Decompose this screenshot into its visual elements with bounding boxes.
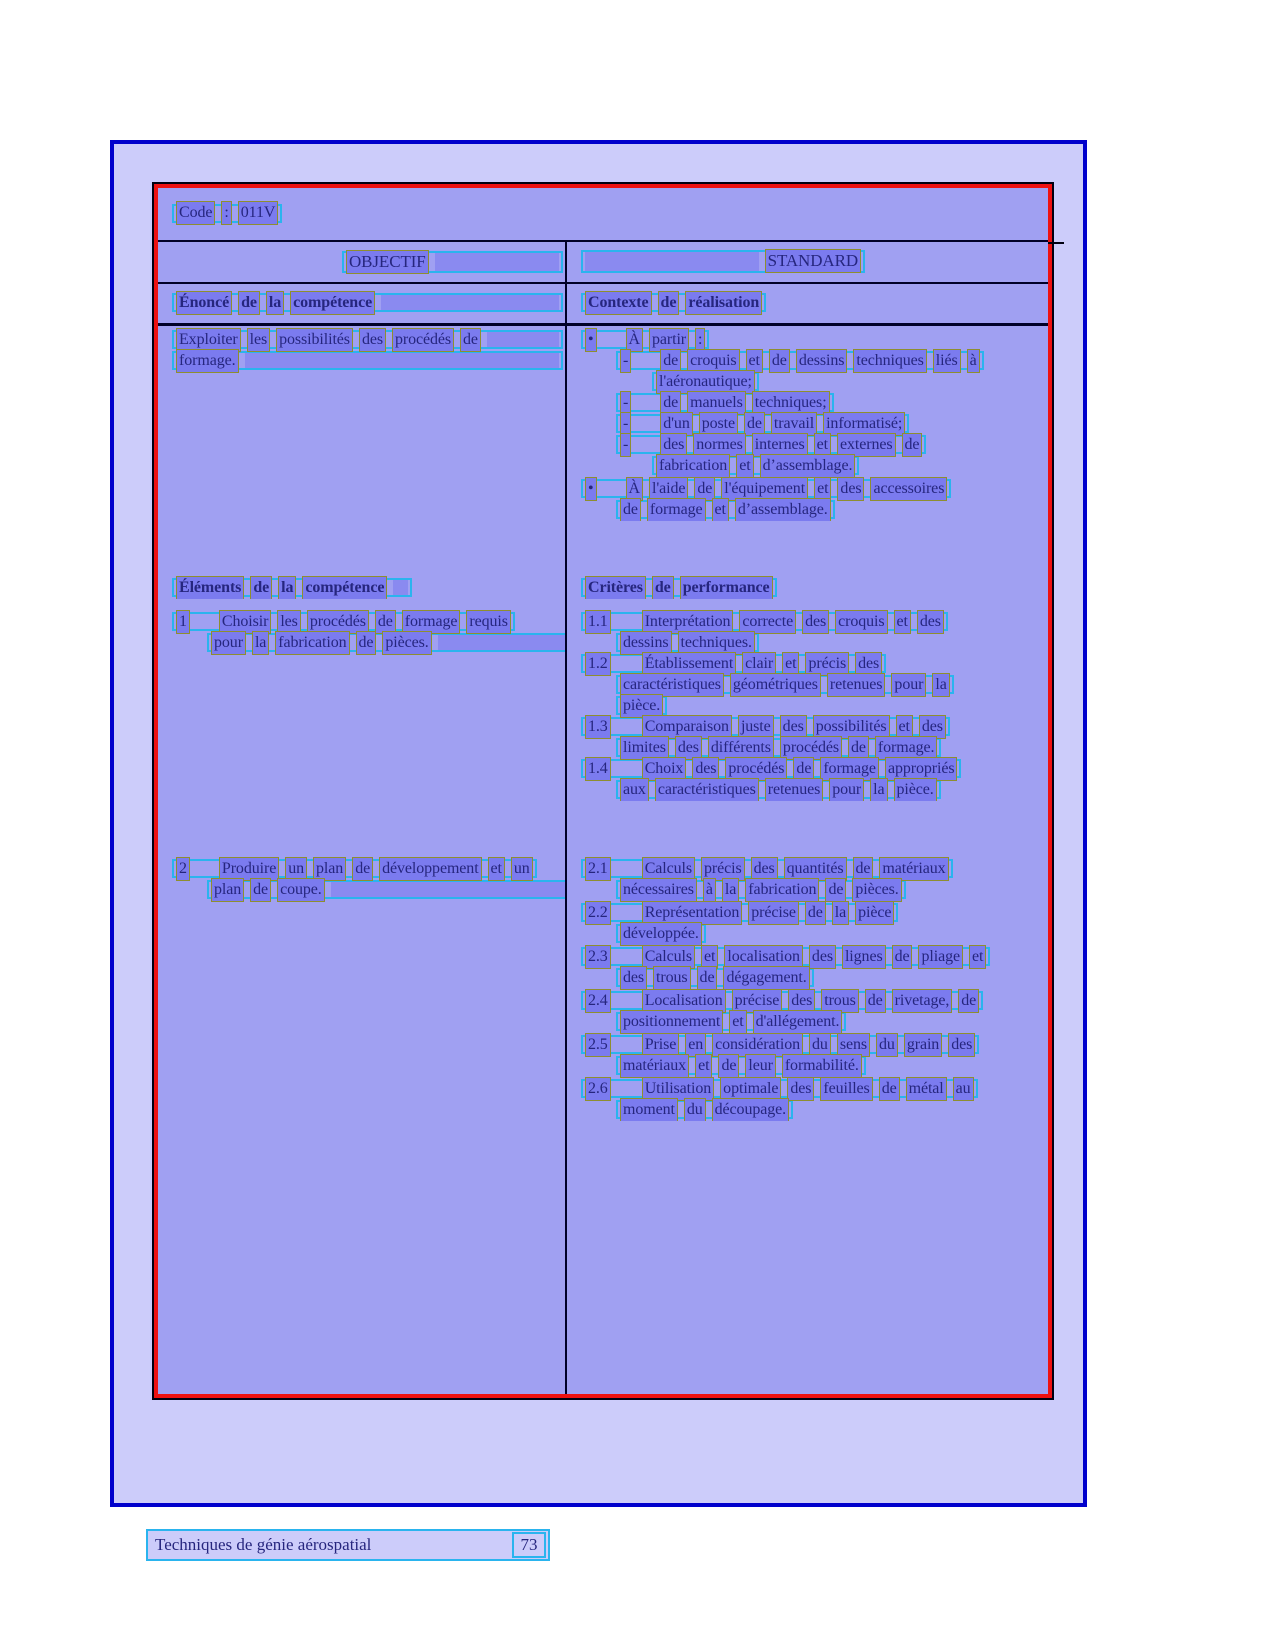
table-red-border <box>154 184 1052 1398</box>
highlight-extension <box>487 332 559 347</box>
word-highlight: techniques. <box>678 631 755 655</box>
text-line <box>172 859 537 878</box>
word-highlight: et <box>729 1010 746 1034</box>
text-line <box>581 1035 979 1054</box>
word-highlight: clair <box>742 652 776 676</box>
word-highlight: manuels <box>687 391 746 415</box>
word-highlight: retenues <box>827 673 886 697</box>
word-highlight: accessoires <box>870 477 947 501</box>
highlight-extension <box>245 353 559 368</box>
highlight-extension <box>393 580 408 595</box>
word-highlight: précise <box>748 901 799 925</box>
word-highlight: Comparaison <box>642 715 732 739</box>
word-highlight: pièce <box>855 901 894 925</box>
line-marker: - <box>620 433 631 457</box>
word-highlight: la <box>870 778 887 802</box>
competency-statement <box>158 326 565 521</box>
word-highlight: des <box>919 715 946 739</box>
word-highlight: à <box>703 878 716 902</box>
text-line <box>581 578 777 597</box>
criteria-heading <box>565 521 1048 599</box>
main-grid <box>158 326 1048 1394</box>
word-highlight: travail <box>771 412 817 436</box>
page-number: 73 <box>520 1535 538 1554</box>
word-highlight: plan <box>211 878 244 902</box>
word-highlight: de <box>825 878 846 902</box>
word-highlight: de <box>352 857 373 881</box>
text-line <box>581 612 948 631</box>
word-highlight: d’assemblage. <box>735 498 831 522</box>
text-line <box>581 250 865 273</box>
word-highlight: la <box>266 291 284 315</box>
word-highlight: lignes <box>842 945 886 969</box>
word-highlight: de <box>660 349 681 373</box>
highlight-extension <box>585 252 759 271</box>
text-line <box>172 330 563 349</box>
highlight-extension <box>381 295 559 310</box>
word-highlight: l'équipement <box>721 477 808 501</box>
text-line <box>616 1056 866 1075</box>
criteria-group-2 <box>565 801 1048 1121</box>
word-highlight: des <box>692 757 719 781</box>
word-highlight: différents <box>708 736 774 760</box>
word-highlight: des <box>359 328 386 352</box>
word-highlight: dessins <box>796 349 848 373</box>
word-highlight: formage <box>647 498 706 522</box>
word-highlight: formage <box>402 610 461 634</box>
text-line <box>342 251 563 273</box>
word-highlight: de <box>375 610 396 634</box>
word-highlight: des <box>837 477 864 501</box>
word-highlight: du <box>876 1033 898 1057</box>
line-marker: 2.6 <box>585 1077 611 1101</box>
word-highlight: considération <box>712 1033 803 1057</box>
word-highlight: d'allégement. <box>753 1010 843 1034</box>
word-highlight: développée. <box>620 922 702 946</box>
word-highlight: les <box>277 610 300 634</box>
word-highlight: de <box>250 576 272 600</box>
word-highlight: techniques; <box>752 391 830 415</box>
text-line <box>616 435 926 454</box>
text-line <box>172 578 412 597</box>
word-highlight: de <box>250 878 271 902</box>
word-highlight: géométriques <box>730 673 821 697</box>
word-highlight: des <box>751 857 778 881</box>
word-highlight: formage <box>820 757 879 781</box>
word-highlight: métal <box>906 1077 947 1101</box>
word-highlight: des <box>948 1033 975 1057</box>
word-highlight: des <box>802 610 829 634</box>
line-marker: 1.2 <box>585 652 611 676</box>
word-highlight: caractéristiques <box>655 778 759 802</box>
line-marker: 2.5 <box>585 1033 611 1057</box>
word-highlight: compétence <box>290 291 375 315</box>
enonce-header-cell <box>158 284 565 323</box>
text-line <box>581 859 953 878</box>
word-highlight: l'aide <box>649 477 688 501</box>
word-highlight: trous <box>821 989 859 1013</box>
word-highlight: croquis <box>687 349 739 373</box>
competency-table <box>152 182 1054 1400</box>
word-highlight: aux <box>620 778 649 802</box>
line-marker: - <box>620 349 631 373</box>
word-highlight: et <box>736 454 753 478</box>
word-highlight: des <box>809 945 836 969</box>
word-highlight: réalisation <box>685 291 762 315</box>
word-highlight: nécessaires <box>620 878 697 902</box>
word-highlight: positionnement <box>620 1010 723 1034</box>
word-highlight: d’assemblage. <box>760 454 856 478</box>
word-highlight: coupe. <box>277 878 325 902</box>
text-line <box>581 293 766 312</box>
word-highlight: de <box>238 291 260 315</box>
text-line <box>616 880 906 899</box>
word-highlight: des <box>917 610 944 634</box>
text-line <box>172 351 563 370</box>
text-line <box>616 738 941 757</box>
text-line <box>616 968 814 987</box>
contexte-header-cell <box>565 284 1048 323</box>
word-highlight: compétence <box>302 576 387 600</box>
word-highlight: possibilités <box>276 328 353 352</box>
word-highlight: procédés <box>725 757 787 781</box>
word-highlight: de <box>865 989 886 1013</box>
word-highlight: de <box>848 736 869 760</box>
word-highlight: plan <box>313 857 346 881</box>
word-highlight: procédés <box>392 328 454 352</box>
word-highlight: matériaux <box>620 1054 689 1078</box>
text-line <box>616 1100 793 1119</box>
word-highlight: Choisir <box>219 610 271 634</box>
word-highlight: des <box>788 989 815 1013</box>
word-highlight: internes <box>752 433 808 457</box>
text-line <box>207 633 565 652</box>
word-highlight: : <box>695 328 705 352</box>
text-line <box>581 717 950 736</box>
word-highlight: découpage. <box>712 1098 789 1122</box>
word-highlight: Représentation <box>642 901 743 925</box>
text-line <box>616 924 706 943</box>
word-highlight: de <box>718 1054 739 1078</box>
text-line <box>172 204 282 223</box>
word-highlight: À <box>626 328 643 352</box>
word-highlight: optimale <box>720 1077 781 1101</box>
word-highlight: pliage <box>918 945 963 969</box>
word-highlight: caractéristiques <box>620 673 724 697</box>
text-line <box>172 612 515 631</box>
text-line <box>616 675 954 694</box>
highlight-extension <box>438 635 565 650</box>
word-highlight: d'un <box>660 412 692 436</box>
word-highlight: pour <box>829 778 864 802</box>
standard-header-cell <box>565 242 1048 282</box>
word-highlight: de <box>958 989 979 1013</box>
word-highlight: des <box>855 652 882 676</box>
text-line <box>616 633 759 652</box>
highlight-extension <box>435 253 559 271</box>
line-marker: 1 <box>176 610 190 634</box>
word-highlight: feuilles <box>820 1077 872 1101</box>
footer-title: Techniques de génie aérospatial <box>155 1535 372 1554</box>
word-highlight: normes <box>693 433 746 457</box>
word-highlight: externes <box>837 433 896 457</box>
standard-label: STANDARD <box>765 249 861 273</box>
word-highlight: correcte <box>739 610 796 634</box>
word-highlight: pièces. <box>852 878 901 902</box>
word-highlight: un <box>511 857 533 881</box>
objectif-label: OBJECTIF <box>346 250 429 274</box>
word-highlight: la <box>722 878 739 902</box>
text-line <box>172 293 563 312</box>
word-highlight: fabrication <box>656 454 730 478</box>
word-highlight: possibilités <box>813 715 890 739</box>
line-marker: 2.1 <box>585 857 611 881</box>
text-line <box>616 500 835 519</box>
word-highlight: et <box>969 945 986 969</box>
word-highlight: et <box>701 945 718 969</box>
word-highlight: appropriés <box>885 757 958 781</box>
word-highlight: de <box>769 349 790 373</box>
word-highlight: trous <box>653 966 691 990</box>
section-header-row <box>158 284 1048 326</box>
element-item-2 <box>158 801 565 1121</box>
word-highlight: de <box>660 391 681 415</box>
rule-tick <box>1048 242 1064 244</box>
word-highlight: performance <box>680 576 773 600</box>
word-highlight: pour <box>211 631 246 655</box>
word-highlight: poste <box>699 412 738 436</box>
word-highlight: pour <box>891 673 926 697</box>
text-line <box>581 479 951 498</box>
text-line <box>616 780 941 799</box>
line-marker: - <box>620 412 631 436</box>
word-highlight: Calculs <box>642 945 695 969</box>
word-highlight: Énoncé <box>176 291 232 315</box>
word-highlight: sens <box>837 1033 870 1057</box>
text-line <box>616 696 667 715</box>
word-highlight: Localisation <box>642 989 726 1013</box>
highlight-extension <box>331 882 565 897</box>
word-highlight: informatisé; <box>823 412 905 436</box>
word-highlight: en <box>685 1033 706 1057</box>
word-highlight: de <box>805 901 826 925</box>
word-highlight: Prise <box>642 1033 680 1057</box>
line-marker: 2.4 <box>585 989 611 1013</box>
word-highlight: de <box>879 1077 900 1101</box>
word-highlight: quantités <box>784 857 847 881</box>
word-highlight: la <box>252 631 269 655</box>
word-highlight: la <box>932 673 949 697</box>
word-highlight: fabrication <box>745 878 819 902</box>
word-highlight: des <box>780 715 807 739</box>
word-highlight: de <box>620 498 641 522</box>
word-highlight: de <box>694 477 715 501</box>
word-highlight: grain <box>904 1033 942 1057</box>
word-highlight: et <box>488 857 505 881</box>
text-line <box>581 654 886 673</box>
text-line <box>616 351 984 370</box>
word-highlight: 011V <box>238 201 279 225</box>
page-frame <box>110 140 1087 1507</box>
word-highlight: au <box>953 1077 974 1101</box>
word-highlight: Exploiter <box>176 328 241 352</box>
line-marker: 1.4 <box>585 757 611 781</box>
word-highlight: et <box>712 498 729 522</box>
word-highlight: et <box>814 433 831 457</box>
word-highlight: limites <box>620 736 669 760</box>
word-highlight: de <box>658 291 680 315</box>
word-highlight: Utilisation <box>642 1077 714 1101</box>
word-highlight: et <box>782 652 799 676</box>
word-highlight: des <box>787 1077 814 1101</box>
word-highlight: formage. <box>176 349 239 373</box>
line-marker: 2.3 <box>585 945 611 969</box>
word-highlight: les <box>247 328 270 352</box>
word-highlight: du <box>809 1033 831 1057</box>
word-highlight: de <box>902 433 923 457</box>
word-highlight: fabrication <box>275 631 349 655</box>
word-highlight: matériaux <box>879 857 948 881</box>
word-highlight: pièce. <box>894 778 937 802</box>
word-highlight: Interprétation <box>642 610 734 634</box>
word-highlight: Choix <box>642 757 687 781</box>
word-highlight: la <box>278 576 296 600</box>
word-highlight: formage. <box>875 736 938 760</box>
word-highlight: juste <box>738 715 774 739</box>
line-marker: • <box>585 477 597 501</box>
word-highlight: Critères <box>585 576 646 600</box>
word-highlight: leur <box>745 1054 775 1078</box>
code-row <box>158 188 1048 242</box>
word-highlight: croquis <box>835 610 887 634</box>
text-line <box>616 393 834 412</box>
word-highlight: et <box>894 610 911 634</box>
empty-cell-right <box>565 1121 1048 1394</box>
word-highlight: de <box>892 945 913 969</box>
text-line <box>581 947 990 966</box>
text-line <box>652 456 859 475</box>
word-highlight: des <box>660 433 687 457</box>
text-line <box>581 330 709 349</box>
word-highlight: procédés <box>307 610 369 634</box>
line-marker: 1.3 <box>585 715 611 739</box>
line-marker: • <box>585 328 597 352</box>
word-highlight: de <box>460 328 481 352</box>
word-highlight: dégagement. <box>723 966 809 990</box>
word-highlight: Établissement <box>642 652 736 676</box>
word-highlight: de <box>697 966 718 990</box>
word-highlight: développement <box>379 857 481 881</box>
word-highlight: Contexte <box>585 291 652 315</box>
element-item-1 <box>158 599 565 801</box>
word-highlight: de <box>793 757 814 781</box>
word-highlight: précise <box>732 989 783 1013</box>
word-highlight: À <box>626 477 643 501</box>
word-highlight: un <box>285 857 307 881</box>
word-highlight: précis <box>805 652 849 676</box>
objectif-header-cell <box>158 242 565 282</box>
empty-cell-left <box>158 1121 565 1394</box>
criteria-group-1 <box>565 599 1048 801</box>
page-number-box <box>512 1532 546 1558</box>
word-highlight: du <box>684 1098 706 1122</box>
word-highlight: Produire <box>219 857 279 881</box>
word-highlight: à <box>967 349 980 373</box>
word-highlight: Éléments <box>176 576 244 600</box>
word-highlight: pièces. <box>382 631 431 655</box>
text-line <box>581 759 961 778</box>
word-highlight: l'aéronautique; <box>656 370 755 394</box>
text-line <box>652 372 759 391</box>
word-highlight: partir <box>649 328 689 352</box>
word-highlight: formabilité. <box>782 1054 862 1078</box>
title-row <box>158 242 1048 284</box>
word-highlight: retenues <box>765 778 824 802</box>
word-highlight: la <box>832 901 849 925</box>
word-highlight: de <box>652 576 674 600</box>
text-line <box>581 903 898 922</box>
word-highlight: Calculs <box>642 857 695 881</box>
line-marker: 2 <box>176 857 190 881</box>
word-highlight: : <box>221 201 231 225</box>
word-highlight: dessins <box>620 631 672 655</box>
word-highlight: de <box>356 631 377 655</box>
word-highlight: localisation <box>724 945 803 969</box>
line-marker: 1.1 <box>585 610 611 634</box>
word-highlight: liés <box>933 349 961 373</box>
word-highlight: de <box>853 857 874 881</box>
word-highlight: procédés <box>780 736 842 760</box>
word-highlight: précis <box>701 857 745 881</box>
word-highlight: des <box>620 966 647 990</box>
line-marker: 2.2 <box>585 901 611 925</box>
context-bullet-list <box>565 326 1048 521</box>
word-highlight: et <box>896 715 913 739</box>
word-highlight: moment <box>620 1098 678 1122</box>
text-line <box>616 414 909 433</box>
word-highlight: rivetage, <box>892 989 953 1013</box>
text-line <box>581 991 983 1010</box>
text-line <box>616 1012 846 1031</box>
text-line <box>207 880 565 899</box>
line-marker: - <box>620 391 631 415</box>
text-line <box>581 1079 978 1098</box>
word-highlight: requis <box>466 610 511 634</box>
word-highlight: Code <box>176 201 215 225</box>
word-highlight: et <box>695 1054 712 1078</box>
word-highlight: techniques <box>853 349 926 373</box>
word-highlight: et <box>746 349 763 373</box>
word-highlight: pièce. <box>620 694 663 718</box>
word-highlight: de <box>744 412 765 436</box>
page-footer <box>146 1529 550 1561</box>
word-highlight: et <box>814 477 831 501</box>
elements-heading <box>158 521 565 599</box>
word-highlight: des <box>675 736 702 760</box>
